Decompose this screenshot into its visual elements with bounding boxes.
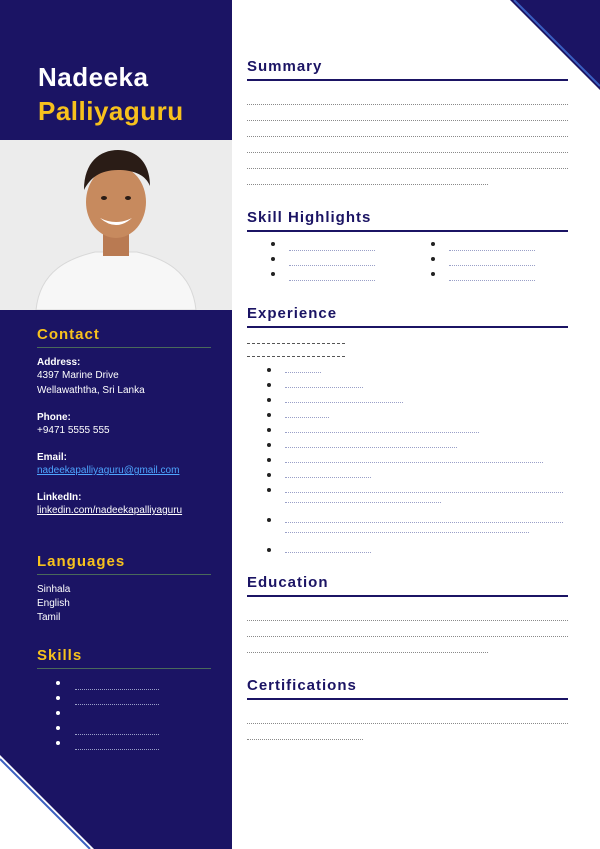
summary-heading: Summary (247, 58, 568, 81)
placeholder-line (247, 621, 568, 637)
placeholder-line (285, 408, 329, 418)
placeholder-line (285, 543, 371, 553)
profile-photo-illustration (0, 140, 232, 310)
contact-heading: Contact (37, 326, 211, 348)
placeholder-line (75, 682, 159, 690)
company-placeholder (247, 347, 345, 357)
placeholder-line (285, 513, 563, 523)
skill-highlights-section (247, 209, 568, 283)
address-label: Address: (37, 357, 81, 368)
highlight-item (247, 238, 407, 253)
placeholder-line (75, 742, 159, 750)
first-name: Nadeeka (38, 62, 149, 92)
placeholder-line (75, 727, 159, 735)
certifications-text (247, 708, 568, 740)
placeholder-line (247, 121, 568, 137)
education-text (247, 605, 568, 653)
highlight-item (407, 238, 567, 253)
languages-heading: Languages (37, 553, 211, 575)
placeholder-line (75, 697, 159, 705)
placeholder-line (449, 273, 535, 281)
experience-item (247, 438, 568, 453)
job-title-placeholder (247, 334, 345, 344)
placeholder-line (247, 89, 568, 105)
placeholder-line (247, 605, 568, 621)
experience-section (247, 305, 568, 558)
experience-item (247, 468, 568, 483)
skill-item (37, 692, 211, 707)
placeholder-line (449, 243, 535, 251)
placeholder-line (285, 468, 371, 478)
summary-section (247, 58, 568, 185)
placeholder-line (289, 258, 375, 266)
experience-item (247, 363, 568, 378)
placeholder-line (285, 363, 321, 373)
linkedin-link[interactable]: linkedin.com/nadeekapalliyaguru (37, 505, 183, 516)
profile-photo (0, 140, 232, 310)
skills-list (37, 677, 211, 752)
highlight-item (407, 253, 567, 268)
skills-section (37, 647, 211, 752)
placeholder-line (247, 169, 488, 185)
address-line1: 4397 Marine Drive (37, 370, 119, 381)
last-name: Palliyaguru (38, 96, 184, 126)
experience-item (247, 378, 568, 393)
experience-item (247, 543, 568, 558)
certifications-section (247, 677, 568, 740)
phone-label: Phone: (37, 412, 71, 423)
summary-text (247, 89, 568, 185)
education-heading: Education (247, 574, 568, 597)
experience-item (247, 483, 568, 513)
placeholder-line (285, 493, 441, 503)
placeholder-line (247, 137, 568, 153)
skill-item (37, 677, 211, 692)
address-line2: Wellawaththa, Sri Lanka (37, 385, 145, 396)
language-item: Tamil (37, 612, 61, 623)
placeholder-line (285, 523, 529, 533)
certifications-heading: Certifications (247, 677, 568, 700)
skill-highlights-column (247, 238, 407, 283)
phone-value: +9471 5555 555 (37, 425, 110, 436)
education-section (247, 574, 568, 653)
placeholder-line (247, 724, 363, 740)
highlight-item (407, 268, 567, 283)
name-block (38, 60, 184, 128)
placeholder-line (285, 423, 479, 433)
skill-highlights-heading: Skill Highlights (247, 209, 568, 232)
language-item: English (37, 598, 70, 609)
placeholder-line (289, 243, 375, 251)
experience-item (247, 393, 568, 408)
skill-highlights-grid (247, 238, 568, 283)
experience-item (247, 408, 568, 423)
languages-list (37, 583, 211, 625)
experience-item (247, 513, 568, 543)
placeholder-line (289, 273, 375, 281)
experience-item (247, 453, 568, 468)
email-link[interactable]: nadeekapalliyaguru@gmail.com (37, 465, 180, 476)
contact-section (37, 326, 211, 518)
placeholder-line (247, 153, 568, 169)
main-content (247, 58, 568, 740)
skill-item (37, 737, 211, 752)
skill-item (37, 707, 211, 722)
placeholder-line (449, 258, 535, 266)
highlight-item (247, 268, 407, 283)
placeholder-line (285, 393, 403, 403)
skills-heading: Skills (37, 647, 211, 669)
linkedin-label: LinkedIn: (37, 492, 82, 503)
experience-item (247, 423, 568, 438)
placeholder-line (247, 637, 488, 653)
placeholder-line (285, 453, 543, 463)
placeholder-line (285, 438, 457, 448)
highlight-item (247, 253, 407, 268)
placeholder-line (247, 708, 568, 724)
skill-highlights-column (407, 238, 567, 283)
placeholder-line (247, 105, 568, 121)
corner-decoration-bottom (0, 755, 232, 849)
experience-heading: Experience (247, 305, 568, 328)
language-item: Sinhala (37, 584, 71, 595)
experience-list (247, 363, 568, 558)
skill-item (37, 722, 211, 737)
placeholder-line (285, 378, 363, 388)
sidebar (0, 0, 232, 849)
placeholder-line (285, 483, 563, 493)
email-label: Email: (37, 452, 68, 463)
languages-section (37, 553, 211, 625)
